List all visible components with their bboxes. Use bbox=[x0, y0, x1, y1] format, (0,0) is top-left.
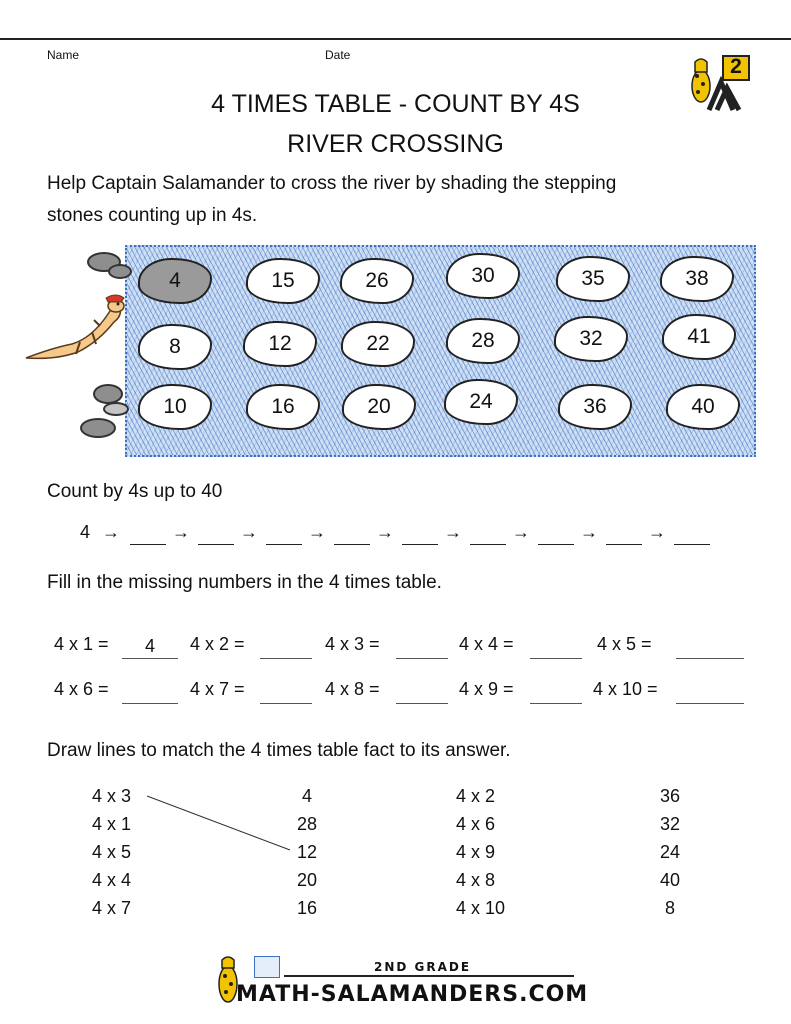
match-fact[interactable]: 4 x 1 bbox=[92, 814, 132, 834]
arrow-icon: → bbox=[240, 522, 258, 542]
stepping-stone[interactable]: 4 bbox=[138, 258, 212, 304]
arrow-icon: → bbox=[308, 522, 326, 542]
fact-label: 4 x 2 = bbox=[190, 634, 245, 654]
sequence-start: 4 bbox=[80, 522, 91, 542]
fact-label: 4 x 8 = bbox=[325, 679, 380, 699]
worksheet-subtitle: RIVER CROSSING bbox=[287, 130, 504, 158]
match-answer[interactable]: 4 bbox=[301, 786, 312, 806]
footer-grade: 2ND GRADE bbox=[374, 960, 472, 974]
stepping-stone[interactable]: 40 bbox=[666, 384, 740, 430]
stepping-stone[interactable]: 41 bbox=[662, 314, 736, 360]
stepping-stone[interactable]: 26 bbox=[340, 258, 414, 304]
footer-site: MATH-SALAMANDERS.COM bbox=[236, 982, 589, 1007]
arrow-icon: → bbox=[444, 522, 462, 542]
date-label: Date bbox=[325, 48, 351, 62]
answer-blank[interactable]: 4 bbox=[122, 636, 178, 659]
worksheet-title: 4 TIMES TABLE - COUNT BY 4S bbox=[211, 90, 580, 118]
stepping-stone[interactable]: 36 bbox=[558, 384, 632, 430]
count-instruction: Count by 4s up to 40 bbox=[47, 481, 223, 502]
arrow-icon: → bbox=[512, 522, 530, 542]
match-answer[interactable]: 28 bbox=[296, 814, 318, 834]
match-answer[interactable]: 36 bbox=[659, 786, 681, 806]
arrow-icon: → bbox=[648, 522, 666, 542]
match-fact[interactable]: 4 x 4 bbox=[92, 870, 132, 890]
fact-label: 4 x 10 = bbox=[593, 679, 658, 699]
stepping-stone[interactable]: 10 bbox=[138, 384, 212, 430]
match-answer[interactable]: 20 bbox=[296, 870, 318, 890]
name-label: Name bbox=[47, 48, 80, 62]
stepping-stone[interactable]: 22 bbox=[341, 321, 415, 367]
fact-label: 4 x 7 = bbox=[190, 679, 245, 699]
fill-instruction: Fill in the missing numbers in the 4 times table. bbox=[47, 572, 442, 593]
stepping-stone[interactable]: 12 bbox=[243, 321, 317, 367]
stepping-stone[interactable]: 28 bbox=[446, 318, 520, 364]
stepping-stone[interactable]: 30 bbox=[446, 253, 520, 299]
match-answer[interactable]: 16 bbox=[296, 898, 318, 918]
fact-label: 4 x 6 = bbox=[54, 679, 109, 699]
match-answer[interactable]: 24 bbox=[659, 842, 681, 862]
arrow-icon: → bbox=[580, 522, 598, 542]
fact-label: 4 x 1 = bbox=[54, 634, 109, 654]
stepping-stone[interactable]: 20 bbox=[342, 384, 416, 430]
fact-label: 4 x 9 = bbox=[459, 679, 514, 699]
arrow-icon: → bbox=[172, 522, 190, 542]
match-fact[interactable]: 4 x 3 bbox=[92, 786, 132, 806]
stepping-stone[interactable]: 35 bbox=[556, 256, 630, 302]
arrow-icon: → bbox=[376, 522, 394, 542]
match-fact[interactable]: 4 x 5 bbox=[92, 842, 132, 862]
footer-rule bbox=[284, 975, 574, 977]
fact-label: 4 x 5 = bbox=[597, 634, 652, 654]
stepping-stone[interactable]: 15 bbox=[246, 258, 320, 304]
fact-label: 4 x 4 = bbox=[459, 634, 514, 654]
match-fact[interactable]: 4 x 6 bbox=[456, 814, 496, 834]
match-fact[interactable]: 4 x 7 bbox=[92, 898, 132, 918]
stepping-stone[interactable]: 16 bbox=[246, 384, 320, 430]
match-answer[interactable]: 40 bbox=[659, 870, 681, 890]
footer-chalkboard-icon bbox=[254, 956, 280, 978]
fact-label: 4 x 3 = bbox=[325, 634, 380, 654]
stepping-stone[interactable]: 38 bbox=[660, 256, 734, 302]
match-instruction: Draw lines to match the 4 times table fact to its answer. bbox=[47, 740, 511, 761]
match-answer[interactable]: 12 bbox=[296, 842, 318, 862]
match-fact[interactable]: 4 x 10 bbox=[456, 898, 506, 918]
match-answer[interactable]: 32 bbox=[659, 814, 681, 834]
stepping-stone[interactable]: 24 bbox=[444, 379, 518, 425]
river-instruction-line1: Help Captain Salamander to cross the river by shading the stepping bbox=[47, 173, 617, 194]
grade-badge: 2 bbox=[730, 55, 742, 78]
stepping-stone[interactable]: 8 bbox=[138, 324, 212, 370]
match-fact[interactable]: 4 x 9 bbox=[456, 842, 496, 862]
match-fact[interactable]: 4 x 8 bbox=[456, 870, 496, 890]
river-instruction-line2: stones counting up in 4s. bbox=[47, 205, 258, 226]
match-fact[interactable]: 4 x 2 bbox=[456, 786, 496, 806]
match-answer[interactable]: 8 bbox=[664, 898, 675, 918]
stepping-stone[interactable]: 32 bbox=[554, 316, 628, 362]
arrow-icon: → bbox=[102, 522, 120, 542]
